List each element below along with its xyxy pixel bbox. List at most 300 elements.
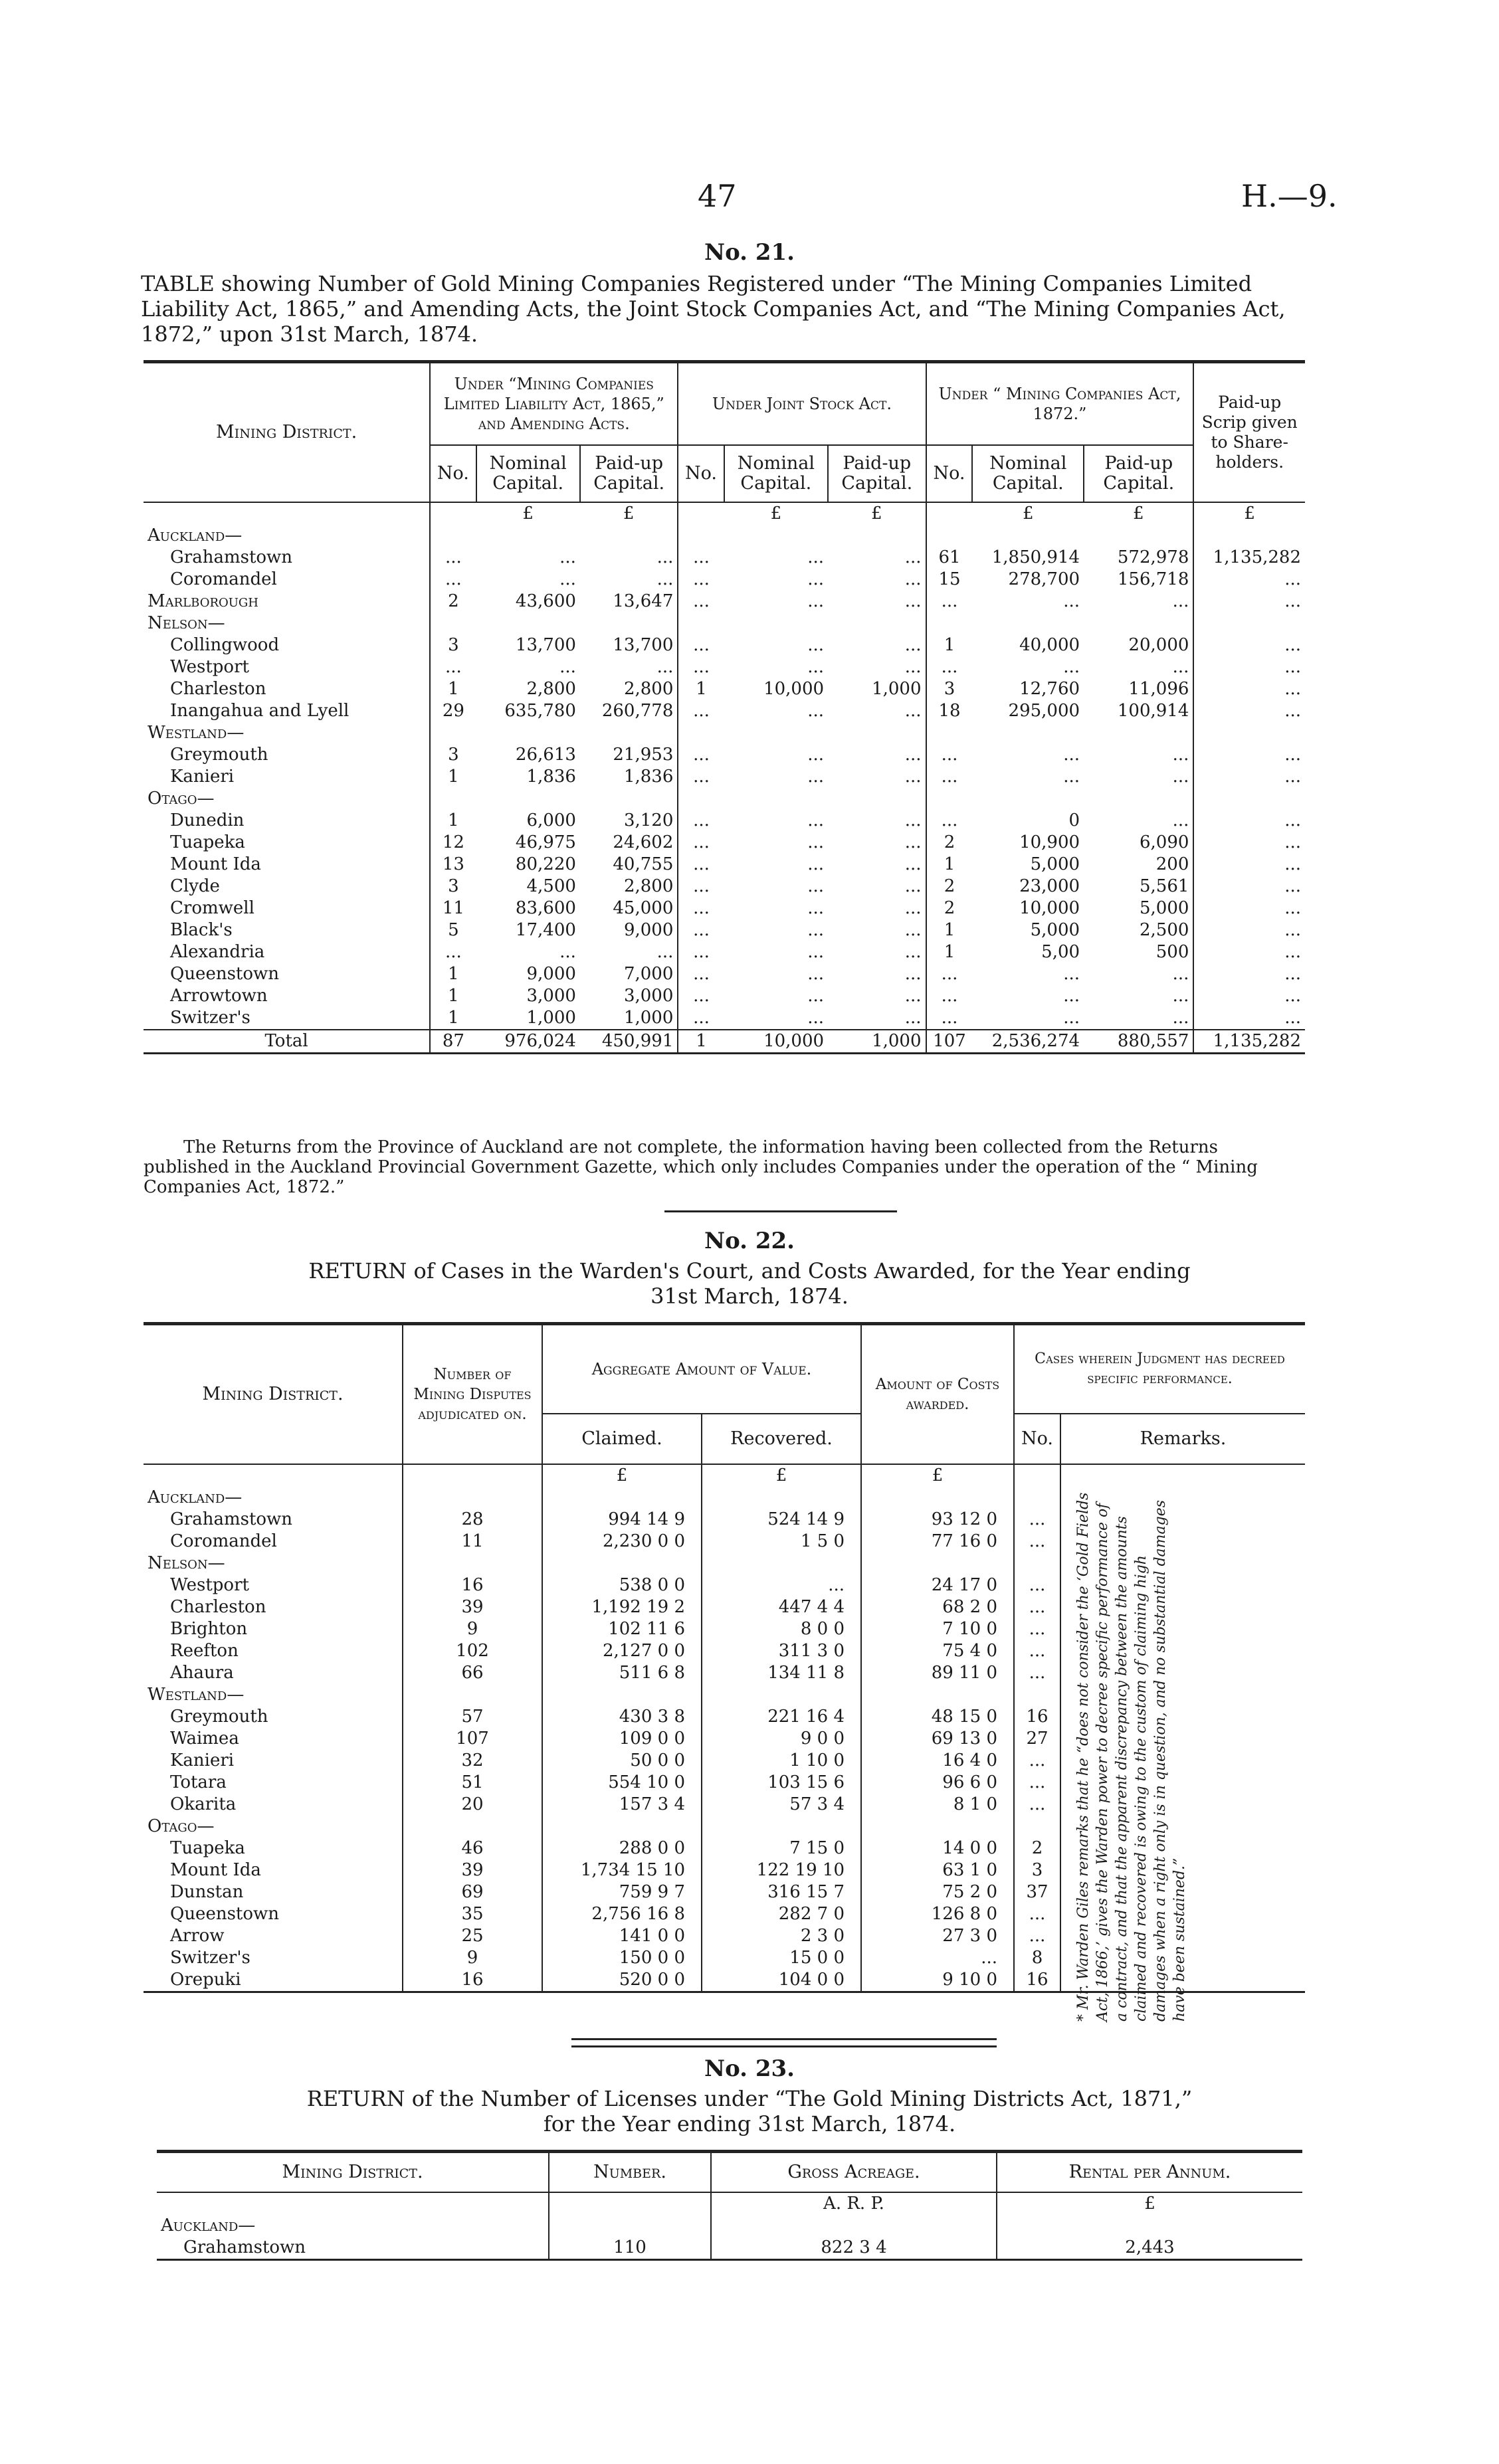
col-nominal: Nominal Capital.: [724, 445, 828, 502]
table-cell: 2: [430, 591, 476, 613]
table-cell: 11: [430, 898, 476, 919]
table-cell: 9 10 0: [861, 1969, 1014, 1992]
table21-note: The Returns from the Province of Auckland are not complete, the information having been collected from the Returns published in the Auckland Provincial Government Gazette, which only includes Companies under the operation of the “ Mining Companies Act, 1872.”: [144, 1137, 1258, 1197]
table-cell: 122 19 10: [702, 1859, 861, 1881]
table-cell: 17,400: [515, 920, 576, 940]
total-row: [144, 1030, 1305, 1054]
table-cell: 15: [926, 569, 973, 591]
table-cell: ...: [807, 767, 825, 787]
table-cell: ...: [904, 854, 922, 874]
table-cell: 2: [1014, 1838, 1060, 1859]
table-cell: ...: [1193, 941, 1305, 963]
table-cell: 13: [430, 854, 476, 876]
table-cell: 311 3 0: [702, 1640, 861, 1662]
table-cell: 430 3 8: [542, 1706, 702, 1728]
col-paidup: Paid-up Capital.: [828, 445, 926, 502]
district-heading: Nelson—: [148, 613, 225, 633]
table-row: [144, 919, 1305, 941]
table-cell: 2: [926, 832, 973, 854]
table-cell: ...: [807, 569, 825, 589]
blank-cell: [972, 788, 1084, 810]
table-cell: ...: [656, 547, 674, 567]
blank-cell: [724, 722, 828, 744]
table-cell: ...: [1063, 964, 1080, 984]
table-cell: 1,000: [526, 1008, 576, 1028]
table-cell: ...: [1193, 810, 1305, 832]
table-cell: ...: [807, 745, 825, 765]
table-cell: ...: [1193, 1007, 1305, 1030]
blank-cell: [580, 722, 678, 744]
page-number: 47: [698, 178, 737, 214]
table-cell: 13,700: [613, 635, 674, 655]
col-number: Number.: [549, 2152, 711, 2192]
table-cell: ...: [1063, 986, 1080, 1006]
table-cell: 69: [403, 1881, 542, 1903]
table-cell: ...: [678, 700, 724, 722]
section-divider: [571, 2038, 997, 2047]
blank-cell: [972, 613, 1084, 634]
table-cell: ...: [702, 1574, 861, 1596]
district-name: Orepuki: [144, 1969, 403, 1992]
col-mining-district: Mining District.: [144, 363, 430, 502]
col-remarks: Remarks.: [1060, 1414, 1305, 1464]
blank-cell: [1084, 613, 1193, 634]
district-heading: Auckland—: [148, 525, 243, 545]
district-cell: [144, 502, 430, 525]
district-name: Charleston: [170, 679, 266, 699]
table-cell: 126 8 0: [861, 1903, 1014, 1925]
table23: [157, 2150, 1302, 2261]
table-cell: ...: [678, 919, 724, 941]
district-name: Kanieri: [170, 767, 235, 787]
blank-cell: [580, 613, 678, 634]
col-group-1872-act: Under “ Mining Companies Act, 1872.”: [926, 363, 1194, 445]
district-name: Okarita: [170, 1794, 237, 1814]
table-row: [144, 678, 1305, 700]
blank-cell: [861, 1487, 1014, 1509]
table-cell: ...: [807, 986, 825, 1006]
table-cell: ...: [1193, 832, 1305, 854]
district-name: Switzer's: [170, 1008, 250, 1028]
blank-cell: [861, 1816, 1014, 1838]
table-cell: ...: [1014, 1509, 1060, 1531]
table-cell: 6,090: [1139, 832, 1189, 852]
table-cell: ...: [1014, 1640, 1060, 1662]
total-cell: 10,000: [724, 1030, 828, 1054]
table-row: [144, 941, 1305, 963]
currency-symbol: £: [623, 504, 635, 523]
table-cell: ...: [1193, 634, 1305, 656]
table-cell: ...: [904, 876, 922, 896]
blank-cell: [1084, 722, 1193, 744]
total-cell: 87: [430, 1030, 476, 1054]
blank-cell: [403, 1553, 542, 1574]
blank-cell: [926, 525, 973, 547]
table-cell: 822 3 4: [711, 2237, 997, 2260]
blank-cell: [724, 613, 828, 634]
district-name: Brighton: [170, 1619, 248, 1639]
table-cell: ...: [678, 744, 724, 766]
table-cell: ...: [904, 964, 922, 984]
blank-cell: [678, 525, 724, 547]
table-cell: 93 12 0: [861, 1509, 1014, 1531]
total-cell: 880,557: [1084, 1030, 1193, 1054]
currency-symbol: £: [1132, 504, 1144, 523]
table-cell: 538 0 0: [542, 1574, 702, 1596]
table-cell: 43,600: [515, 591, 576, 611]
table-cell: 100,914: [1117, 701, 1189, 721]
table-cell: 5,561: [1139, 876, 1189, 896]
blank-cell: [430, 525, 476, 547]
table-row: [144, 744, 1305, 766]
district-heading-row: [144, 722, 1305, 744]
table-cell: ...: [1172, 767, 1189, 787]
col-rental: Rental per Annum.: [997, 2152, 1302, 2192]
table-cell: 3: [430, 634, 476, 656]
district-heading: Otago—: [148, 1816, 215, 1836]
table-cell: ...: [904, 547, 922, 567]
table-cell: 141 0 0: [542, 1925, 702, 1947]
table-cell: ...: [1063, 591, 1080, 611]
blank-cell: [828, 722, 926, 744]
col-gross-acreage: Gross Acreage.: [711, 2152, 997, 2192]
blank-cell: [476, 613, 580, 634]
blank-cell: [678, 788, 724, 810]
table-cell: 3,000: [623, 986, 674, 1006]
blank-cell: [1193, 613, 1305, 634]
blank-cell: [476, 788, 580, 810]
district-name: Grahamstown: [157, 2237, 549, 2260]
table-cell: 0: [1068, 810, 1080, 830]
blank-cell: [972, 722, 1084, 744]
table-row: [144, 854, 1305, 876]
col-no: No.: [678, 445, 724, 502]
district-name: Inangahua and Lyell: [170, 701, 350, 721]
table-cell: 39: [403, 1596, 542, 1618]
table-cell: 66: [403, 1662, 542, 1684]
table-cell: 1 10 0: [702, 1750, 861, 1772]
table-cell: ...: [1172, 745, 1189, 765]
table-cell: 28: [403, 1509, 542, 1531]
table22-caption-line1: RETURN of Cases in the Warden's Court, and Costs Awarded, for the Year ending: [308, 1258, 1191, 1283]
table-cell: ...: [926, 963, 973, 985]
table-cell: ...: [559, 569, 576, 589]
table-cell: 1,734 15 10: [542, 1859, 702, 1881]
table-cell: 57 3 4: [702, 1794, 861, 1816]
table-cell: 18: [926, 700, 973, 722]
blank-cell: [430, 722, 476, 744]
table-cell: 25: [403, 1925, 542, 1947]
table22-caption: [0, 1258, 1499, 1309]
district-name: Waimea: [170, 1729, 239, 1749]
table-cell: ...: [904, 635, 922, 655]
blank-cell: [702, 1816, 861, 1838]
currency-symbol: £: [770, 504, 782, 523]
table-cell: 21,953: [613, 745, 674, 765]
currency-symbol: £: [702, 1464, 861, 1487]
table-cell: 24 17 0: [861, 1574, 1014, 1596]
table-cell: 5,000: [1139, 898, 1189, 918]
section-divider: [664, 1210, 897, 1212]
table-cell: ...: [559, 657, 576, 677]
blank-cell: [403, 1464, 542, 1487]
table-cell: 157 3 4: [542, 1794, 702, 1816]
table-cell: ...: [1063, 1008, 1080, 1028]
table-row: [144, 591, 1305, 613]
table-cell: ...: [807, 876, 825, 896]
blank-cell: [403, 1487, 542, 1509]
table-cell: 1,836: [526, 767, 576, 787]
table22-remark-note: * Mr. Warden Giles remarks that he “does not consider the ‘Gold Fields Act, 1866,’ gives the Warden power to decree specific performance of a contract, and that the apparent discrepancy between the amounts claimed and recovered is owing to the custom of claiming high damages when a right only is in question, and no substantial damages have been sustained.”: [1075, 1492, 1188, 2022]
table-cell: 2,230 0 0: [542, 1531, 702, 1553]
table-cell: 278,700: [1008, 569, 1080, 589]
table-cell: ...: [807, 635, 825, 655]
blank-cell: [678, 722, 724, 744]
total-cell: 107: [926, 1030, 973, 1054]
district-name: Cromwell: [170, 898, 254, 918]
table-cell: 2 3 0: [702, 1925, 861, 1947]
table-cell: ...: [807, 657, 825, 677]
rental-units: £: [997, 2192, 1302, 2215]
col-no: No.: [1014, 1414, 1060, 1464]
table-cell: 20: [403, 1794, 542, 1816]
district-name: Westport: [170, 657, 249, 677]
table-cell: 282 7 0: [702, 1903, 861, 1925]
table-cell: 3: [926, 678, 973, 700]
table-cell: ...: [1193, 854, 1305, 876]
table-cell: ...: [807, 1008, 825, 1028]
blank-cell: [403, 1684, 542, 1706]
table-cell: ...: [904, 701, 922, 721]
table-cell: ...: [1014, 1794, 1060, 1816]
district-heading: Westland—: [148, 1685, 245, 1705]
table-cell: 9,000: [526, 964, 576, 984]
table-cell: 15 0 0: [702, 1947, 861, 1969]
table-cell: 48 15 0: [861, 1706, 1014, 1728]
table-cell: ...: [678, 1007, 724, 1030]
table-cell: ...: [1063, 745, 1080, 765]
district-heading-row: [144, 525, 1305, 547]
district-name: Dunstan: [170, 1882, 244, 1902]
table-cell: 8: [1014, 1947, 1060, 1969]
district-name: Marlborough: [148, 591, 259, 611]
table-cell: 554 10 0: [542, 1772, 702, 1794]
table-row: [144, 1007, 1305, 1030]
district-cell: [144, 1464, 403, 1487]
district-heading: Nelson—: [148, 1553, 225, 1573]
table-cell: 9: [403, 1618, 542, 1640]
table-cell: 68 2 0: [861, 1596, 1014, 1618]
table-cell: ...: [656, 942, 674, 962]
blank-cell: [678, 502, 724, 525]
table-cell: 156,718: [1117, 569, 1189, 589]
table-cell: ...: [807, 964, 825, 984]
table-cell: ...: [1193, 919, 1305, 941]
table-cell: 13,700: [515, 635, 576, 655]
table-cell: ...: [1172, 657, 1189, 677]
table-cell: 24,602: [613, 832, 674, 852]
blank-cell: [580, 525, 678, 547]
blank-cell: [926, 613, 973, 634]
table-cell: ...: [1014, 1925, 1060, 1947]
table-cell: 80,220: [515, 854, 576, 874]
table-cell: 50 0 0: [542, 1750, 702, 1772]
table-cell: 1,192 19 2: [542, 1596, 702, 1618]
table-cell: ...: [678, 941, 724, 963]
table-cell: 16 4 0: [861, 1750, 1014, 1772]
blank-cell: [724, 788, 828, 810]
table-cell: 16: [1014, 1706, 1060, 1728]
table-cell: 295,000: [1008, 701, 1080, 721]
table-cell: ...: [1172, 810, 1189, 830]
table-cell: 994 14 9: [542, 1509, 702, 1531]
table-cell: ...: [1172, 1008, 1189, 1028]
currency-symbol: £: [861, 1464, 1014, 1487]
table-cell: ...: [1193, 985, 1305, 1007]
col-disputes: Number of Mining Disputes adjudicated on.: [403, 1325, 542, 1464]
district-name: Collingwood: [170, 635, 280, 655]
table-cell: 9 0 0: [702, 1728, 861, 1750]
table-cell: 75 2 0: [861, 1881, 1014, 1903]
table-cell: ...: [678, 898, 724, 919]
blank-cell: [702, 1684, 861, 1706]
table-cell: ...: [678, 766, 724, 788]
table-cell: 200: [1155, 854, 1189, 874]
table-cell: ...: [1014, 1662, 1060, 1684]
blank-cell: [828, 613, 926, 634]
table-cell: 11,096: [1128, 679, 1189, 699]
col-mining-district: Mining District.: [144, 1325, 403, 1464]
col-recovered: Recovered.: [702, 1414, 861, 1464]
blank-cell: [580, 788, 678, 810]
table-cell: ...: [807, 701, 825, 721]
table-cell: 37: [1014, 1881, 1060, 1903]
table-cell: 46: [403, 1838, 542, 1859]
col-nominal: Nominal Capital.: [972, 445, 1084, 502]
table-cell: ...: [559, 547, 576, 567]
col-paidup: Paid-up Capital.: [1084, 445, 1193, 502]
district-name: Totara: [170, 1772, 227, 1792]
table-cell: ...: [1014, 1531, 1060, 1553]
units-row: [157, 2192, 1302, 2215]
table-cell: ...: [904, 569, 922, 589]
district-heading: Auckland—: [161, 2216, 256, 2235]
col-costs: Amount of Costs awarded.: [861, 1325, 1014, 1464]
total-cell: 2,536,274: [972, 1030, 1084, 1054]
district-name: Charleston: [170, 1597, 266, 1617]
table-cell: 32: [403, 1750, 542, 1772]
table-cell: 23,000: [1019, 876, 1080, 896]
table-cell: 5,000: [1030, 920, 1080, 940]
document-reference: H.—9.: [1241, 178, 1338, 214]
table-cell: ...: [926, 1007, 973, 1030]
table-cell: 3,000: [526, 986, 576, 1006]
table-cell: 13,647: [613, 591, 674, 611]
table-cell: 2,800: [623, 679, 674, 699]
table-cell: 1,000: [872, 679, 922, 699]
blank-cell: [997, 2215, 1302, 2237]
district-name: Black's: [170, 920, 233, 940]
district-name: Greymouth: [170, 745, 268, 765]
table-cell: ...: [1014, 1618, 1060, 1640]
table-cell: 316 15 7: [702, 1881, 861, 1903]
table-cell: ...: [904, 898, 922, 918]
table-cell: ...: [904, 591, 922, 611]
blank-cell: [1193, 722, 1305, 744]
table-cell: 10,900: [1019, 832, 1080, 852]
currency-symbol: £: [522, 504, 534, 523]
table-cell: 1: [430, 963, 476, 985]
district-name: Clyde: [170, 876, 220, 896]
table-row: [144, 963, 1305, 985]
table-cell: 102 11 6: [542, 1618, 702, 1640]
table-cell: ...: [807, 854, 825, 874]
table-cell: ...: [678, 963, 724, 985]
table-cell: ...: [1063, 657, 1080, 677]
table-cell: 45,000: [613, 898, 674, 918]
table-cell: 759 9 7: [542, 1881, 702, 1903]
blank-cell: [1084, 788, 1193, 810]
currency-symbol: £: [542, 1464, 702, 1487]
blank-cell: [476, 525, 580, 547]
district-name: Grahamstown: [170, 1509, 293, 1529]
currency-symbol: £: [1023, 504, 1034, 523]
table-cell: ...: [678, 547, 724, 569]
col-mining-district: Mining District.: [157, 2152, 549, 2192]
table-cell: ...: [1193, 876, 1305, 898]
table-cell: ...: [904, 832, 922, 852]
table-cell: 2: [926, 876, 973, 898]
table23-caption-line2: for the Year ending 31st March, 1874.: [543, 2111, 956, 2136]
table-cell: 12: [430, 832, 476, 854]
table-cell: 5: [430, 919, 476, 941]
blank-cell: [1084, 525, 1193, 547]
blank-cell: [861, 1684, 1014, 1706]
table-cell: 511 6 8: [542, 1662, 702, 1684]
table-cell: 3,120: [623, 810, 674, 830]
table-cell: 96 6 0: [861, 1772, 1014, 1794]
col-paidup: Paid-up Capital.: [580, 445, 678, 502]
table-cell: 27 3 0: [861, 1925, 1014, 1947]
table21: [144, 360, 1305, 1054]
table21-number: No. 21.: [704, 239, 795, 266]
district-name: Switzer's: [170, 1948, 250, 1968]
district-name: Alexandria: [170, 942, 265, 962]
table-cell: 57: [403, 1706, 542, 1728]
blank-cell: [549, 2192, 711, 2215]
table-cell: 1: [430, 810, 476, 832]
table-cell: ...: [1193, 656, 1305, 678]
table-row: [144, 832, 1305, 854]
table-row: [144, 569, 1305, 591]
table-cell: 5,00: [1041, 942, 1080, 962]
table-row: [144, 985, 1305, 1007]
table-cell: 288 0 0: [542, 1838, 702, 1859]
table-cell: ...: [904, 767, 922, 787]
col-aggregate: Aggregate Amount of Value.: [542, 1325, 861, 1414]
table-cell: 260,778: [601, 701, 674, 721]
table-cell: ...: [1193, 898, 1305, 919]
table-cell: 40,000: [1019, 635, 1080, 655]
total-cell: 976,024: [476, 1030, 580, 1054]
table-cell: 1: [430, 766, 476, 788]
district-name: Queenstown: [170, 964, 280, 984]
table-cell: ...: [904, 810, 922, 830]
district-name: Dunedin: [170, 810, 245, 830]
table-cell: ...: [904, 920, 922, 940]
district-heading: Otago—: [148, 789, 215, 808]
table-cell: 1: [926, 919, 973, 941]
